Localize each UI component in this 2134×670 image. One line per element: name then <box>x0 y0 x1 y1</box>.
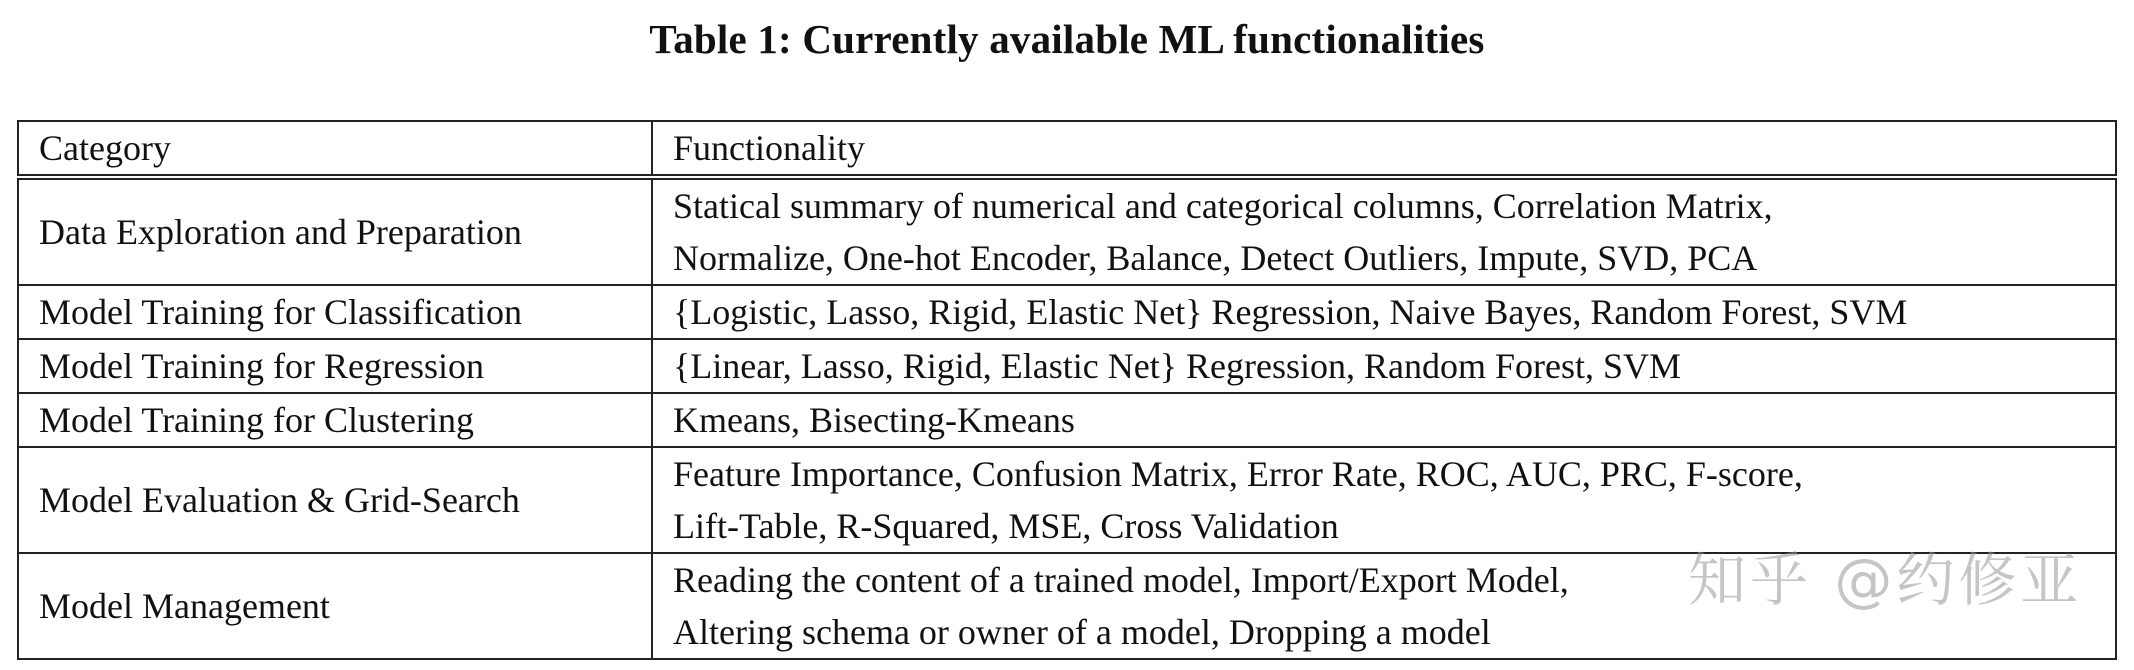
table-row <box>18 177 2116 285</box>
header-category: Category <box>18 121 652 177</box>
table-caption: Table 1: Currently available ML functionalities <box>649 16 1485 62</box>
row-category: Model Evaluation & Grid-Search <box>18 447 652 553</box>
row-functionality <box>652 447 2116 553</box>
table-row <box>18 339 2116 393</box>
row-functionality <box>652 339 2116 393</box>
functionality-line: Statical summary of numerical and categorical columns, Correlation Matrix, <box>673 186 1773 226</box>
functionality-line: Normalize, One-hot Encoder, Balance, Detect Outliers, Impute, SVD, PCA <box>673 238 1758 278</box>
functionality-line: Altering schema or owner of a model, Dropping a model <box>673 612 1491 652</box>
header-functionality: Functionality <box>652 121 2116 177</box>
table-header-row <box>18 121 2116 177</box>
functionality-line: {Logistic, Lasso, Rigid, Elastic Net} Regression, Naive Bayes, Random Forest, SVM <box>673 292 1908 332</box>
row-category: Model Training for Clustering <box>18 393 652 447</box>
row-category: Data Exploration and Preparation <box>18 177 652 285</box>
row-functionality <box>652 553 2116 659</box>
functionality-line: Reading the content of a trained model, Import/Export Model, <box>673 560 1569 600</box>
watermark: 知乎 @约修亚 <box>1688 546 2083 614</box>
row-category: Model Training for Classification <box>18 285 652 339</box>
row-functionality <box>652 177 2116 285</box>
row-category: Model Management <box>18 553 652 659</box>
table-row <box>18 393 2116 447</box>
table-row <box>18 285 2116 339</box>
row-category: Model Training for Regression <box>18 339 652 393</box>
row-functionality <box>652 285 2116 339</box>
ml-functionalities-table <box>17 120 2117 660</box>
table-row <box>18 447 2116 553</box>
functionality-line: Kmeans, Bisecting-Kmeans <box>673 400 1075 440</box>
functionality-line: Lift-Table, R-Squared, MSE, Cross Validation <box>673 506 1339 546</box>
row-functionality <box>652 393 2116 447</box>
functionality-line: Feature Importance, Confusion Matrix, Error Rate, ROC, AUC, PRC, F-score, <box>673 454 1803 494</box>
table-row <box>18 553 2116 659</box>
functionality-line: {Linear, Lasso, Rigid, Elastic Net} Regression, Random Forest, SVM <box>673 346 1681 386</box>
